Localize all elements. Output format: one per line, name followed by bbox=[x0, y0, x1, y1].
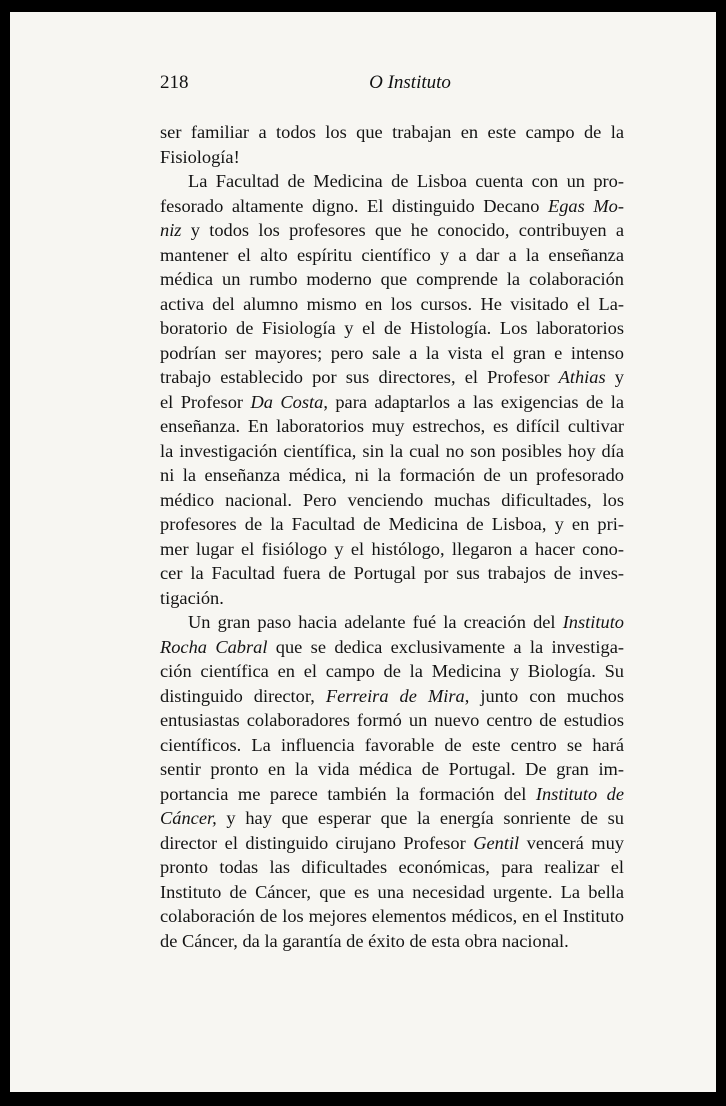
text-segment: médica un rumbo moderno que comprende la colaboración bbox=[160, 269, 624, 289]
text-line bbox=[160, 243, 624, 268]
text-line bbox=[160, 365, 624, 390]
text-segment: , para adaptarlos a las exigencias de la bbox=[323, 391, 625, 412]
text-segment: director el distinguido cirujano Profesor bbox=[160, 832, 474, 853]
text-line bbox=[160, 488, 624, 513]
italic-text: Gentil bbox=[473, 832, 520, 853]
italic-text: niz bbox=[160, 220, 182, 240]
page-header bbox=[160, 72, 630, 96]
text-line bbox=[160, 267, 624, 292]
text-segment: enseñanza. En laboratorios muy estrechos, es difícil cultivar bbox=[160, 416, 624, 436]
italic-text: Cáncer, bbox=[160, 808, 217, 828]
text-segment: mer lugar el fisiólogo y el histólogo, llegaron a hacer cono- bbox=[160, 538, 624, 559]
page-number: 218 bbox=[160, 72, 189, 93]
text-segment: fesorado altamente digno. El distinguido Decano bbox=[160, 195, 548, 216]
text-segment: portancia me parece también la formación del bbox=[160, 783, 536, 804]
text-segment: activa del alumno mismo en los cursos. He visitado el La- bbox=[160, 293, 624, 314]
italic-text: Instituto de bbox=[535, 783, 624, 804]
text-line bbox=[160, 806, 624, 831]
text-segment: boratorio de Fisiología y el de Histología. Los laboratorios bbox=[160, 318, 624, 338]
text-line bbox=[160, 292, 624, 317]
text-line bbox=[160, 708, 624, 733]
text-line bbox=[160, 586, 624, 611]
text-line bbox=[160, 635, 624, 660]
text-line bbox=[160, 341, 624, 366]
text-segment: profesores de la Facultad de Medicina de Lisboa, y en pri- bbox=[160, 514, 624, 534]
text-segment: La Facultad de Medicina de Lisboa cuenta con un pro- bbox=[188, 171, 624, 191]
text-line bbox=[160, 120, 624, 145]
text-segment: , junto con muchos bbox=[464, 685, 624, 706]
italic-text: Athias bbox=[558, 367, 606, 387]
text-segment: Un gran paso hacia adelante fué la creación del bbox=[188, 612, 563, 632]
italic-text: Rocha Cabral bbox=[160, 636, 268, 657]
text-line bbox=[160, 390, 624, 415]
text-segment: distinguido director, bbox=[160, 685, 326, 706]
text-segment: la investigación científica, sin la cual no son posibles hoy día bbox=[160, 440, 624, 461]
text-segment: Fisiología! bbox=[160, 146, 240, 167]
running-title: O Instituto bbox=[369, 72, 451, 93]
text-line bbox=[160, 610, 624, 635]
italic-text: Da Costa bbox=[250, 391, 324, 412]
text-line bbox=[160, 733, 624, 758]
text-segment: ción científica en el campo de la Medicina y Biología. Su bbox=[160, 661, 624, 681]
text-segment: tigación. bbox=[160, 587, 224, 608]
text-line bbox=[160, 684, 624, 709]
text-line bbox=[160, 439, 624, 464]
text-segment: entusiastas colaboradores formó un nuevo centro de estudios bbox=[160, 710, 624, 730]
text-line bbox=[160, 316, 624, 341]
text-segment: podrían ser mayores; pero sale a la vista el gran e intenso bbox=[160, 342, 624, 363]
text-line bbox=[160, 904, 624, 929]
text-segment: pronto todas las dificultades económicas, para realizar el bbox=[160, 857, 624, 877]
text-line bbox=[160, 659, 624, 684]
text-line bbox=[160, 218, 624, 243]
text-segment: de Cáncer, da la garantía de éxito de esta obra nacional. bbox=[160, 930, 569, 951]
body-text bbox=[160, 120, 624, 953]
text-line bbox=[160, 512, 624, 537]
text-line bbox=[160, 831, 624, 856]
text-segment: colaboración de los mejores elementos médicos, en el Instituto bbox=[160, 906, 624, 926]
text-segment: que se dedica exclusivamente a la investiga- bbox=[267, 636, 624, 657]
text-segment: médico nacional. Pero venciendo muchas dificultades, los bbox=[160, 489, 624, 510]
text-line bbox=[160, 929, 624, 954]
text-segment: y todos los profesores que he conocido, contribuyen a bbox=[181, 220, 624, 240]
text-segment: cer la Facultad fuera de Portugal por sus trabajos de inves- bbox=[160, 563, 624, 583]
text-segment: ni la enseñanza médica, ni la formación de un profesorado bbox=[160, 465, 624, 485]
text-segment: científicos. La influencia favorable de este centro se hará bbox=[160, 734, 624, 755]
text-line bbox=[160, 855, 624, 880]
italic-text: Ferreira de Mira bbox=[325, 685, 465, 706]
text-segment: trabajo establecido por sus directores, el Profesor bbox=[160, 367, 559, 387]
text-line bbox=[160, 537, 624, 562]
text-segment: vencerá muy bbox=[519, 832, 624, 853]
text-line bbox=[160, 561, 624, 586]
text-segment: mantener el alto espíritu científico y a dar a la enseñanza bbox=[160, 244, 624, 265]
text-segment: y bbox=[605, 367, 624, 387]
text-line bbox=[160, 757, 624, 782]
text-segment: el Profesor bbox=[160, 391, 251, 412]
text-segment: y hay que esperar que la energía sonriente de su bbox=[216, 808, 624, 828]
italic-text: Instituto bbox=[562, 612, 624, 632]
italic-text: Egas Mo- bbox=[548, 195, 624, 216]
text-line bbox=[160, 414, 624, 439]
text-line bbox=[160, 194, 624, 219]
text-line bbox=[160, 145, 624, 170]
text-segment: ser familiar a todos los que trabajan en este campo de la bbox=[160, 122, 624, 142]
text-segment: sentir pronto en la vida médica de Portugal. De gran im- bbox=[160, 759, 624, 779]
text-segment: Instituto de Cáncer, que es una necesidad urgente. La bella bbox=[160, 881, 624, 902]
scanned-page bbox=[10, 12, 716, 1092]
text-line bbox=[160, 169, 624, 194]
text-line bbox=[160, 782, 624, 807]
text-line bbox=[160, 880, 624, 905]
text-line bbox=[160, 463, 624, 488]
